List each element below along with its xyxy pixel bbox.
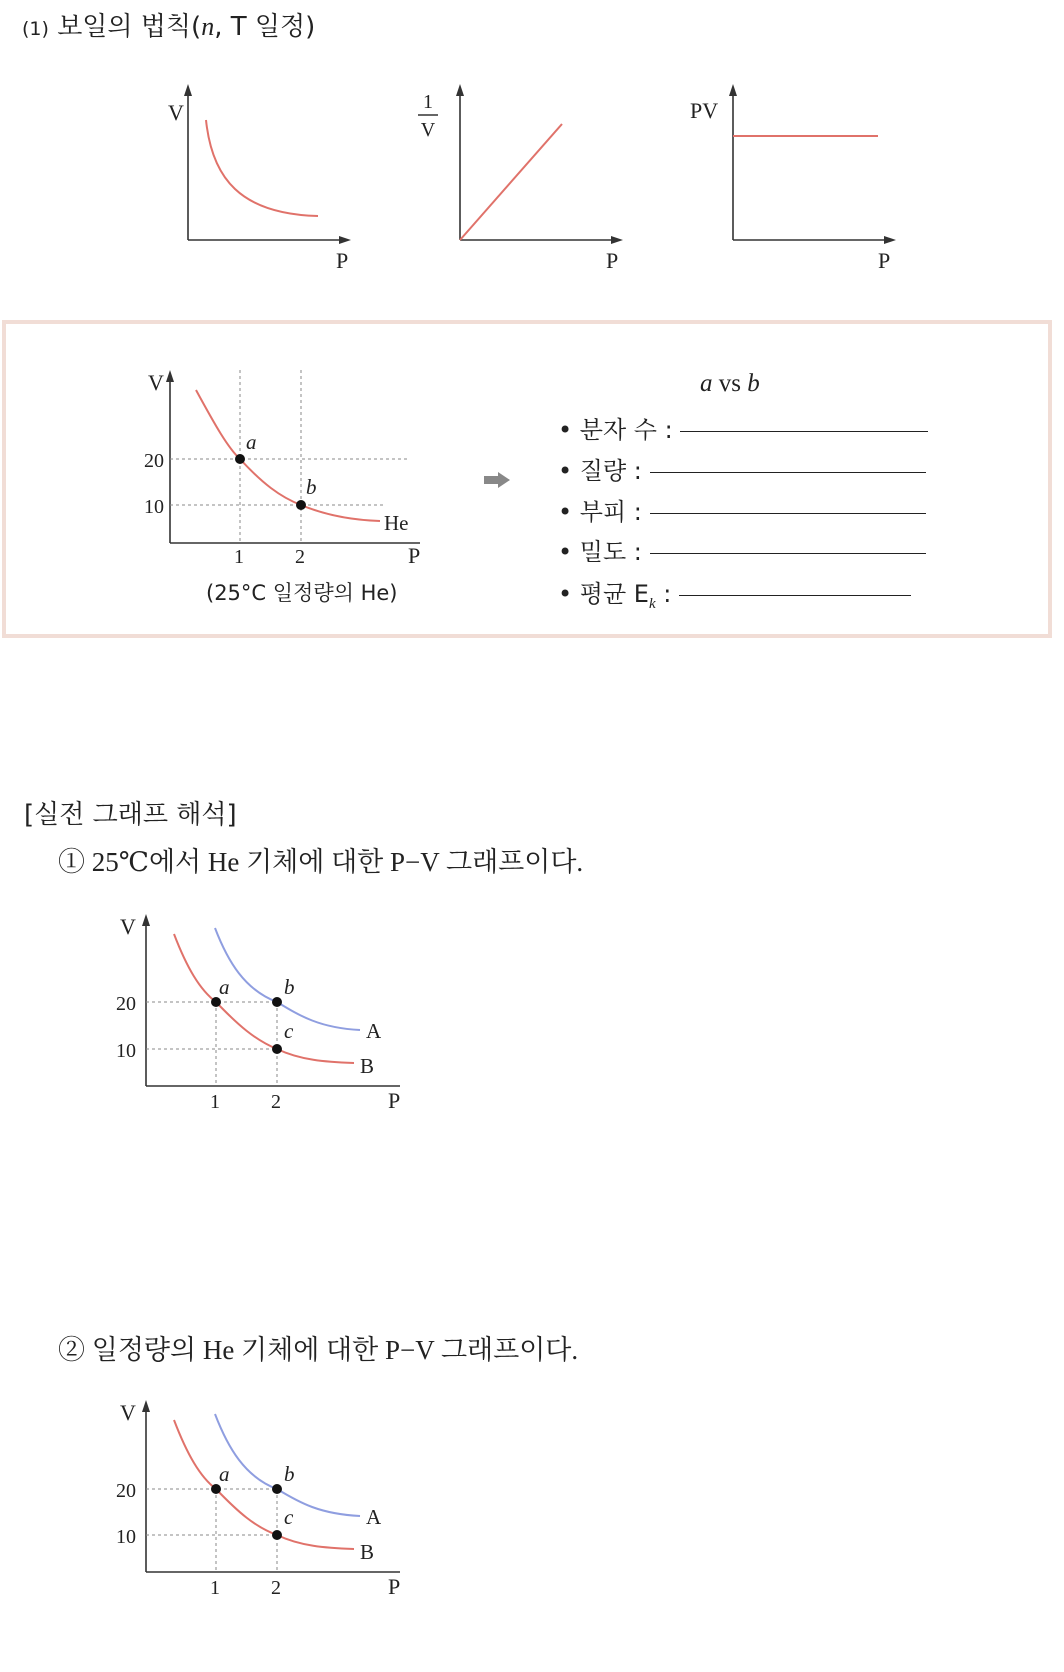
ab2-xtick-1: 1 <box>210 1577 220 1599</box>
graph3-ylabel: PV <box>690 98 719 123</box>
ab2-ytick-10: 10 <box>116 1526 136 1548</box>
ab1-point-a: a <box>219 975 230 999</box>
ab1-ylabel: V <box>120 914 136 939</box>
item-label-colon: : <box>663 580 672 608</box>
ab1-xtick-1: 1 <box>210 1091 220 1113</box>
item-label: 평균 E <box>579 580 649 608</box>
ab1-ytick-20: 20 <box>116 993 136 1015</box>
ab2-xlabel: P <box>388 1574 401 1599</box>
ab2-xtick-2: 2 <box>271 1577 281 1599</box>
item-label-sub: k <box>648 595 656 612</box>
item-label: 질량 : <box>579 457 642 485</box>
ab2-point-a: a <box>219 1462 230 1486</box>
section-number: (1) <box>22 18 49 40</box>
box-point-a: a <box>246 430 257 454</box>
ab1-ytick-10: 10 <box>116 1040 136 1062</box>
item-mass: • 질량 : <box>558 451 926 486</box>
section-title-text: 보일의 법칙( <box>57 12 202 42</box>
box-xtick-1: 1 <box>234 546 244 568</box>
ab1-curve-A: A <box>366 1019 382 1043</box>
section-title-var: n <box>201 12 215 41</box>
box-graph-ylabel: V <box>148 370 164 395</box>
ab1-xtick-2: 2 <box>271 1091 281 1113</box>
box-graph-caption: (25°C 일정량의 He) <box>206 581 398 605</box>
box-ytick-10: 10 <box>144 496 164 518</box>
ab2-ytick-20: 20 <box>116 1480 136 1502</box>
graph2-xlabel: P <box>606 248 619 273</box>
ab1-point-c: c <box>284 1019 294 1043</box>
compare-title-a: a <box>700 370 713 397</box>
box-graph-xlabel: P <box>408 543 421 568</box>
box-curve-label: He <box>384 511 409 535</box>
item-density: • 밀도 : <box>558 532 926 567</box>
compare-title-vs: vs <box>712 370 748 397</box>
question-2: ② 일정량의 He 기체에 대한 P−V 그래프이다. <box>58 1335 579 1365</box>
item-volume: • 부피 : <box>558 492 926 527</box>
ab1-curve-B: B <box>360 1054 375 1078</box>
graph1-xlabel: P <box>336 248 349 273</box>
graph1-ylabel: V <box>168 100 184 125</box>
ab2-point-b: b <box>284 1462 295 1486</box>
ab2-ylabel: V <box>120 1400 136 1425</box>
box-point-b: b <box>306 475 317 499</box>
item-avg-kinetic-energy: • 평균 $E_k$ : <box>558 574 911 613</box>
box-xtick-2: 2 <box>295 546 305 568</box>
box-ytick-20: 20 <box>144 450 164 472</box>
item-label: 밀도 : <box>579 538 642 566</box>
practice-heading: [실전 그래프 해석] <box>24 800 237 830</box>
ab2-curve-A: A <box>366 1505 382 1529</box>
compare-title-b: b <box>747 370 760 397</box>
question-1: ① 25℃에서 He 기체에 대한 P−V 그래프이다. <box>58 847 584 877</box>
graph2-ylabel-num: 1 <box>423 91 433 113</box>
ab1-point-b: b <box>284 975 295 999</box>
ab2-curve-B: B <box>360 1540 375 1564</box>
item-molecule-count: • 분자 수 : <box>558 410 928 445</box>
graph3-xlabel: P <box>878 248 891 273</box>
ab2-point-c: c <box>284 1505 294 1529</box>
item-label: 분자 수 : <box>579 416 673 444</box>
ab1-xlabel: P <box>388 1088 401 1113</box>
section-title-rest: , T 일정) <box>214 12 316 42</box>
item-label: 부피 : <box>579 498 642 526</box>
graph2-ylabel-den: V <box>420 119 436 141</box>
